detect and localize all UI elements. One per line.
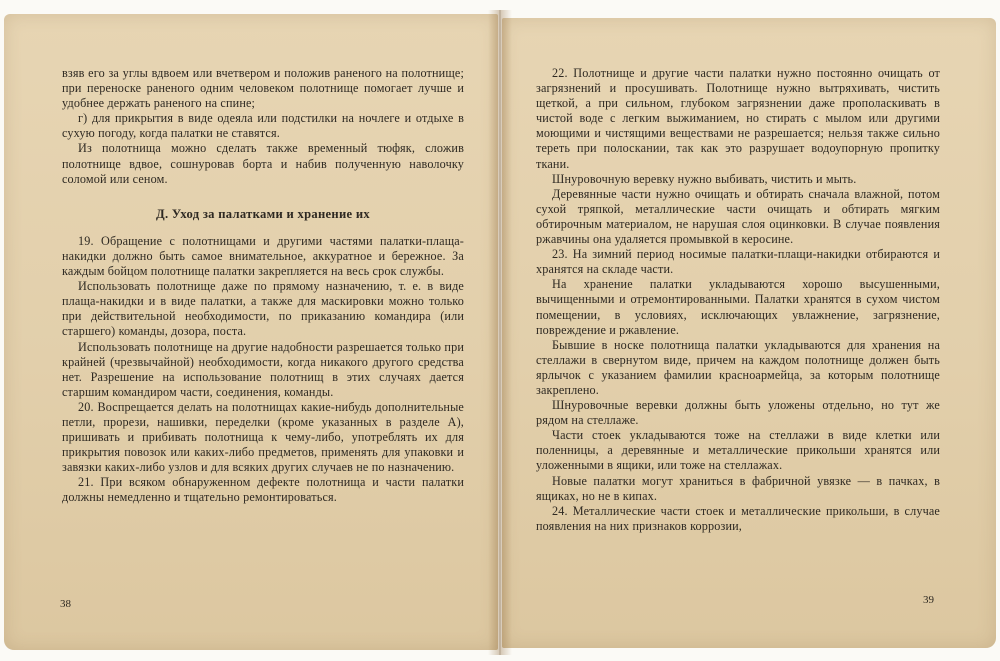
paragraph: На хранение палатки укладываются хорошо высушенными, вычищенными и отремонтированными. Палатки хранятся в сухом чистом помещении, в условиях, исключающих увлажнение, загрязнение, повреждение и ржавление. <box>536 277 940 337</box>
paragraph: Бывшие в носке полотнища палатки укладываются для хранения на стеллажи в свернутом виде, причем на каждом полотнище должен быть ярлычок с указанием фамилии красноармейца, за которым полотнище закреплено. <box>536 337 940 397</box>
paragraph: 20. Воспрещается делать на полотнищах какие-нибудь дополнительные петли, прорези, нашивки, переделки (кроме указанных в разделе А), пришивать и прибивать полотнища к чему-либо, употреблять их для прикрытия повозок или каких-либо предметов, применять для упаковки и завязки каких-либо узлов и для всяких других случаев не по назначению. <box>62 399 464 475</box>
page-number-right: 39 <box>923 594 934 606</box>
right-page-text <box>502 18 996 534</box>
section-heading: Д. Уход за палатками и хранение их <box>155 206 371 221</box>
paragraph: 23. На зимний период носимые палатки-плащи-накидки отбираются и хранятся на складе части. <box>536 247 940 277</box>
paragraph: 19. Обращение с полотнищами и другими частями палатки-плаща-накидки должно быть самое внимательное, аккуратное и бережное. За каждым бойцом полотнище палатки закрепляется на весь срок службы. <box>62 233 464 279</box>
left-page-text <box>4 14 498 506</box>
paragraph: взяв его за углы вдвоем или вчетвером и положив раненого на полотнище; при переноске раненого одним человеком полотнище помогает лучше и удобнее держать раненого на спине; <box>62 66 464 111</box>
right-page <box>502 18 996 648</box>
paragraph: Шнуровочные веревки должны быть уложены отдельно, но тут же рядом на стеллаже. <box>536 398 940 428</box>
paragraph: 21. При всяком обнаруженном дефекте полотнища и части палатки должны немедленно и тщательно ремонтироваться. <box>62 475 464 505</box>
page-number-left: 38 <box>60 598 71 610</box>
paragraph: Шнуровочную веревку нужно выбивать, чистить и мыть. <box>552 171 857 186</box>
left-page <box>4 14 498 650</box>
paragraph: г) для прикрытия в виде одеяла или подстилки на ночлеге и отдыхе в сухую погоду, когда палатки не ставятся. <box>62 111 464 141</box>
paragraph: Использовать полотнище даже по прямому назначению, т. е. в виде плаща-накидки и в виде палатки, а также для маскировки можно только при действительной необходимости, по приказанию командира (или старшего) команды, дозора, поста. <box>62 279 464 339</box>
paragraph: Использовать полотнище на другие надобности разрешается только при крайней (чрезвычайной) необходимости, когда никакого другого средства нет. Разрешение на использование полотнищ в этих случаях дается старшим командиром части, соединения, команды. <box>62 339 464 399</box>
paragraph: Из полотнища можно сделать также временный тюфяк, сложив полотнище вдвое, сошнуровав борта и набив полученную наволочку соломой или сеном. <box>62 141 464 186</box>
paragraph: Деревянные части нужно очищать и обтирать сначала влажной, потом сухой тряпкой, металлические части очищать и обтирать мягким обтирочным материалом, не нарушая слоя оцинковки. В случае появления ржавчины она удаляется промывкой в керосине. <box>536 186 940 247</box>
paragraph: Части стоек укладываются тоже на стеллажи в виде клетки или поленницы, а деревянные и металлические прикольши хранятся или уложенными в ящики, или тоже на стеллажах. <box>536 428 940 473</box>
paragraph: 24. Металлические части стоек и металлические прикольши, в случае появления на них признаков коррозии, <box>536 503 940 533</box>
paragraph: Новые палатки могут храниться в фабричной увязке — в пачках, в ящиках, но не в кипах. <box>536 473 940 503</box>
paragraph: 22. Полотнище и другие части палатки нужно постоянно очищать от загрязнений и просушивать. Полотнище нужно вытряхивать, чистить щеткой, а при сильном, глубоком загрязнении даже прополаскивать в чистой воде с легким выжиманием, но стирать с мылом или другими моющими и чистящими веществами не разрешается; нельзя также сильно тереть при полоскании, так как это разрушает водоупорную пропитку ткани. <box>536 66 940 171</box>
